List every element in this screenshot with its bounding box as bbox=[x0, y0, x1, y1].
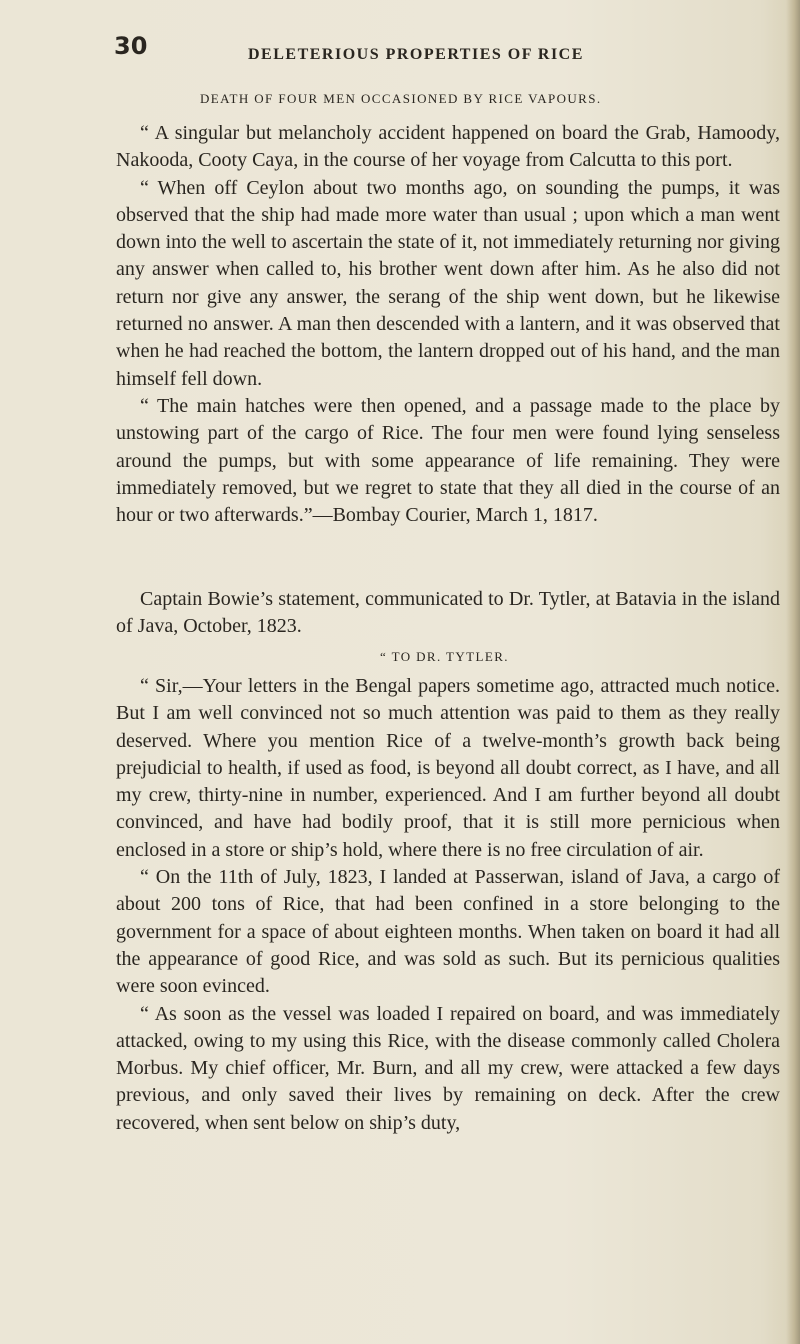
article-2-intro bbox=[116, 586, 780, 641]
paragraph: “ Sir,—Your letters in the Bengal papers sometime ago, attracted much notice. But I am well convinced not so much attention was paid to them as they really deserved. Where you mention Rice of a twelve-month’s growth back being prejudicial to health, if used as food, is beyond all doubt correct, as I have, and all my crew, thirty-nine in number, experienced. And I am further beyond all doubt convinced, and have had bodily proof, that it is still more pernicious when enclosed in a store or ship’s hold, where there is no free circulation of air. bbox=[116, 675, 780, 861]
section-heading: DEATH OF FOUR MEN OCCASIONED BY RICE VAPOURS. bbox=[200, 91, 602, 106]
running-head: DELETERIOUS PROPERTIES OF RICE bbox=[248, 46, 584, 63]
article-1-text bbox=[116, 120, 780, 529]
article-2-letter bbox=[116, 673, 780, 1137]
page-number: 30 bbox=[114, 32, 148, 60]
intro-paragraph: Captain Bowie’s statement, communicated to Dr. Tytler, at Batavia in the island of Java, October, 1823. bbox=[116, 588, 780, 638]
letter-addressee: “ TO DR. TYTLER. bbox=[380, 649, 509, 664]
page-edge-shadow bbox=[786, 0, 800, 1344]
paragraph: “ When off Ceylon about two months ago, on sounding the pumps, it was observed that the ship had made more water than usual ; upon which a man went down into the well to ascertain the state of it, not immediately returning nor giving any answer when called to, his brother went down after him. As he also did not return nor give any answer, the serang of the ship went down, but he likewise returned no answer. A man then descended with a lantern, and it was observed that when he had reached the bottom, the lantern dropped out of his hand, and the man himself fell down. bbox=[116, 176, 780, 390]
paragraph: “ On the 11th of July, 1823, I landed at Passerwan, island of Java, a cargo of about 200 tons of Rice, that had been confined in a store belonging to the government for a space of about eighteen months. When taken on board it had all the appearance of good Rice, and was sold as such. But its pernicious qualities were soon evinced. bbox=[116, 866, 780, 998]
paragraph: “ The main hatches were then opened, and a passage made to the place by unstowing part of the cargo of Rice. The four men were found lying senseless around the pumps, but with some appearance of life remaining. They were immediately removed, but we regret to state that they all died in the course of an hour or two afterwards.”—Bombay Courier, March 1, 1817. bbox=[116, 394, 780, 527]
paragraph: “ A singular but melancholy accident happened on board the Grab, Hamoody, Nakooda, Cooty Caya, in the course of her voyage from Calcutta to this port. bbox=[116, 122, 780, 172]
paragraph: “ As soon as the vessel was loaded I repaired on board, and was immediately attacked, owing to my using this Rice, with the disease commonly called Cholera Morbus. My chief officer, Mr. Burn, and all my crew, were attacked a few days previous, and only saved their lives by remaining on deck. After the crew recovered, when sent below on ship’s duty, bbox=[116, 1002, 780, 1134]
